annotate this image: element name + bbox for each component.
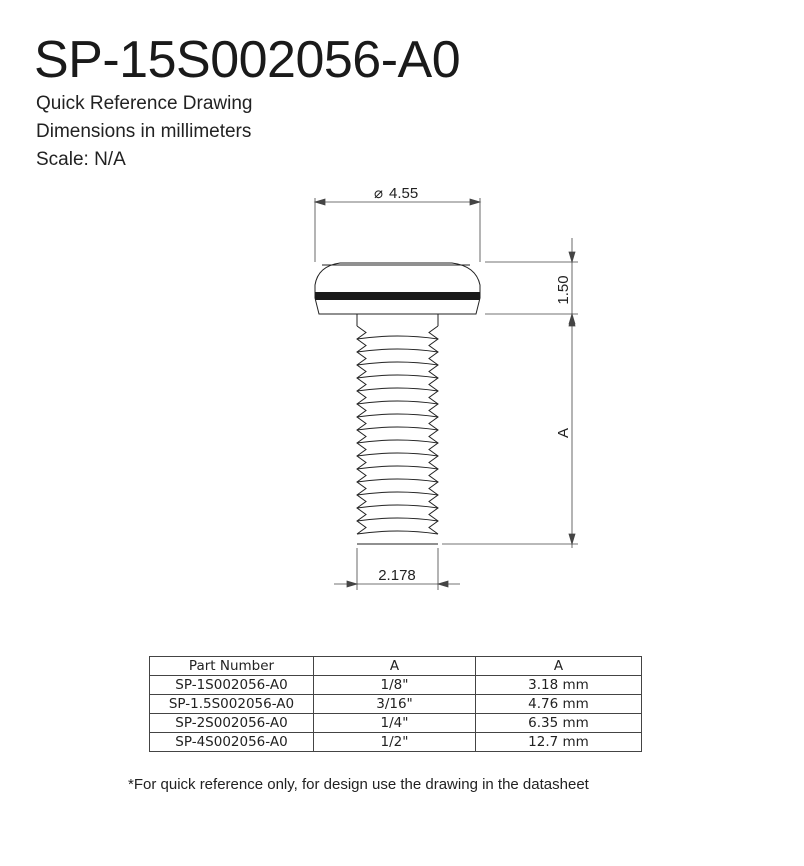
- thread-crests: [357, 336, 438, 534]
- length-mm-cell: 3.18 mm: [476, 676, 642, 695]
- table-header-row: [150, 657, 642, 676]
- part-number-cell: SP-1S002056-A0: [150, 676, 314, 695]
- thread-crest-line: [357, 362, 438, 365]
- thread-crest-line: [357, 453, 438, 456]
- thread-crest-line: [357, 427, 438, 430]
- thread-crest-line: [357, 336, 438, 339]
- scale-label: Scale: N/A: [36, 149, 126, 170]
- thread-crest-line: [357, 518, 438, 521]
- length-mm-cell: 6.35 mm: [476, 714, 642, 733]
- screw-head-outline: [315, 263, 480, 314]
- part-number-title: SP-15S002056-A0: [34, 31, 461, 89]
- head-height-value: 1.50: [555, 275, 572, 305]
- units-label: Dimensions in millimeters: [36, 121, 252, 142]
- thread-crest-line: [357, 414, 438, 417]
- column-header-part-number: Part Number: [150, 657, 314, 676]
- table-row: [150, 714, 642, 733]
- drawing-type-label: Quick Reference Drawing: [36, 93, 253, 114]
- table-row: [150, 733, 642, 752]
- thread-crest-line: [357, 349, 438, 352]
- thread-crest-line: [357, 531, 438, 534]
- screw-head-band: [315, 292, 480, 300]
- length-inch-cell: 1/8": [314, 676, 476, 695]
- thread-crest-line: [357, 388, 438, 391]
- screw-neck: [357, 314, 438, 326]
- length-inch-cell: 1/2": [314, 733, 476, 752]
- thread-crest-line: [357, 479, 438, 482]
- part-number-cell: SP-4S002056-A0: [150, 733, 314, 752]
- length-mm-cell: 12.7 mm: [476, 733, 642, 752]
- thread-crest-line: [357, 505, 438, 508]
- part-number-cell: SP-1.5S002056-A0: [150, 695, 314, 714]
- column-header-a-inches: A: [314, 657, 476, 676]
- thread-crest-line: [357, 466, 438, 469]
- head-diameter-value: 4.55: [389, 185, 419, 202]
- part-dimension-table: [149, 656, 642, 752]
- diameter-symbol: ⌀: [374, 185, 384, 202]
- length-mm-cell: 4.76 mm: [476, 695, 642, 714]
- length-inch-cell: 3/16": [314, 695, 476, 714]
- head-diameter-dimension: [315, 198, 480, 262]
- thread-crest-line: [357, 375, 438, 378]
- thread-crest-line: [357, 401, 438, 404]
- thread-crest-line: [357, 440, 438, 443]
- part-number-cell: SP-2S002056-A0: [150, 714, 314, 733]
- thread-diameter-value: 2.178: [378, 567, 416, 584]
- table-row: [150, 695, 642, 714]
- length-inch-cell: 1/4": [314, 714, 476, 733]
- column-header-a-mm: A: [476, 657, 642, 676]
- length-value: A: [555, 427, 572, 439]
- footnote: *For quick reference only, for design use the drawing in the datasheet: [128, 776, 589, 793]
- thread-crest-line: [357, 492, 438, 495]
- table-row: [150, 676, 642, 695]
